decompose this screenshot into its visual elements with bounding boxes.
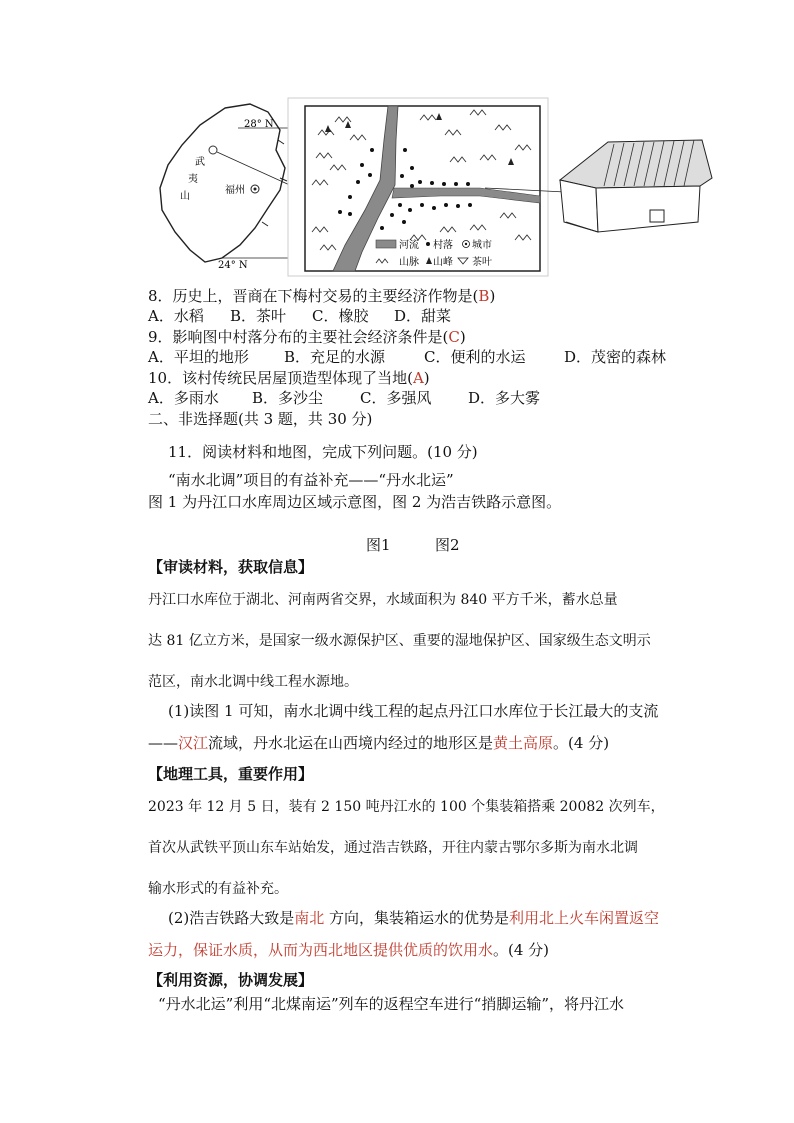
q11-sub1-line2 [148,733,609,753]
heading-2: 【地理工具，重要作用】 [148,765,314,783]
q9-options [148,347,666,367]
section-heading: 二、非选择题(共 3 题，共 30 分) [148,410,373,428]
q11-sub2-line2 [148,940,549,960]
q11-sub2-line1 [168,908,659,928]
q9-option-c: C．便利的水运 [424,348,526,366]
q11-sub2-end: 。(4 分) [493,941,550,959]
legend-village: 村落 [433,240,453,251]
mountain-label-2: 夷 [188,174,198,185]
q10-option-d: D．多大雾 [468,389,541,407]
q8-option-a: A．水稻 [148,307,204,325]
q10-option-c: C．多强风 [360,389,432,407]
q10-text: 10．该村传统民居屋顶造型体现了当地( [148,369,413,387]
q8-options [148,306,451,326]
q10-stem [148,368,430,388]
q8-option-c: C．橡胶 [312,307,369,325]
q11-title: “南水北调”项目的有益补充——“丹水北运” [168,471,454,489]
answer-hanjiang: 汉江 [178,734,209,752]
lat-bottom-label: 24° N [218,260,248,271]
q9-option-b: B．充足的水源 [284,348,386,366]
fujian-map [160,104,305,271]
legend-river: 河流 [399,240,419,251]
q11-sub1-end: 。(4 分) [553,734,610,752]
mountain-label-1: 武 [195,157,205,168]
legend-peak: 山峰 [433,257,453,268]
q10-answer: A [412,369,424,387]
q11-sub2-middle: 方向，集装箱运水的优势是 [324,909,510,927]
q8-stem [148,286,495,306]
heading-1: 【审读材料，获取信息】 [148,558,314,576]
p2-line-2: 首次从武铁平顶山东车站始发，通过浩吉铁路，开往内蒙古鄂尔多斯为南水北调 [148,840,638,856]
q9-answer: C [448,328,460,346]
q11-fig-desc: 图 1 为丹江口水库周边区域示意图，图 2 为浩吉铁路示意图。 [148,493,562,511]
q8-option-b: B．茶叶 [230,307,287,325]
q11-sub2-start: (2)浩吉铁路大致是 [168,909,295,927]
village-map [288,98,565,276]
q10-option-b: B．多沙尘 [252,389,324,407]
house-illustration [560,140,712,232]
answer-loess-plateau: 黄土高原 [493,734,554,752]
q11-sub1-line1: (1)读图 1 可知，南水北调中线工程的起点丹江口水库位于长江最大的支流 [168,702,659,720]
q10-options [148,388,540,408]
q9-option-d: D．茂密的森林 [564,348,667,366]
q10-close: ) [423,369,430,387]
mountain-label-3: 山 [180,191,190,202]
q8-close: ) [489,287,496,305]
city-label: 福州 [225,185,245,196]
map-figure [0,0,794,285]
fig2-label: 图2 [435,536,460,554]
heading-3: 【利用资源，协调发展】 [148,971,314,989]
p2-line-1: 2023 年 12 月 5 日，装有 2 150 吨丹江水的 100 个集装箱搭乘 20082 次列车， [148,799,665,815]
legend-city: 城市 [472,240,492,251]
legend-mountain: 山脉 [399,257,419,268]
q9-option-a: A．平坦的地形 [148,348,249,366]
q8-answer: B [478,287,490,305]
q9-stem [148,327,466,347]
answer-north-south: 南北 [294,909,325,927]
p1-line-2: 达 81 亿立方米，是国家一级水源保护区、重要的湿地保护区、国家级生态文明示 [148,633,651,649]
village-locator-icon [209,146,217,154]
dash: —— [148,734,178,752]
fig1-label: 图1 [366,536,391,554]
p3-line-1: “丹水北运”利用“北煤南运”列车的返程空车进行“捎脚运输”，将丹江水 [158,995,625,1013]
q9-text: 9．影响图中村落分布的主要社会经济条件是( [148,328,449,346]
q8-text: 8．历史上，晋商在下梅村交易的主要经济作物是( [148,287,479,305]
q9-close: ) [459,328,466,346]
legend-tea: 茶叶 [472,257,492,268]
q10-option-a: A．多雨水 [148,389,219,407]
p2-line-3: 输水形式的有益补充。 [148,881,288,897]
q8-option-d: D．甜菜 [394,307,452,325]
answer-advantage-part1: 利用北上火车闲置返空 [509,909,660,927]
q11-intro: 11．阅读材料和地图，完成下列问题。(10 分) [168,443,478,461]
lat-top-label: 28° N [244,119,274,130]
answer-advantage-part2: 运力，保证水质，从而为西北地区提供优质的饮用水 [148,941,494,959]
q11-sub1-middle: 流域，丹水北运在山西境内经过的地形区是 [208,734,494,752]
p1-line-1: 丹江口水库位于湖北、河南两省交界，水域面积为 840 平方千米，蓄水总量 [148,592,618,608]
p1-line-3: 范区，南水北调中线工程水源地。 [148,674,358,690]
